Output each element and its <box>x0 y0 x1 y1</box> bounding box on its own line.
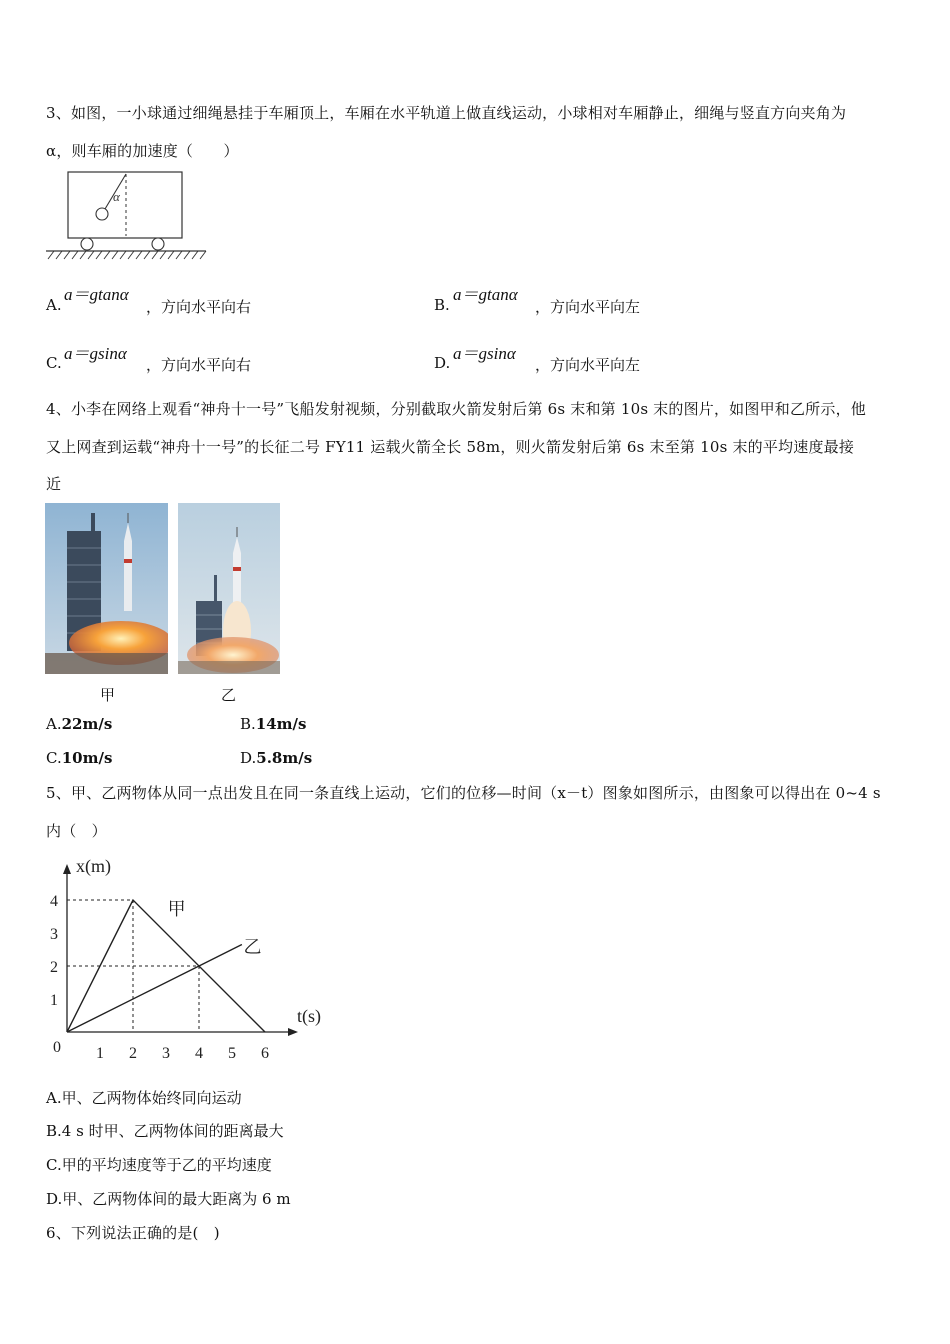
q4-option-a-text: 22m/s <box>61 715 113 733</box>
q3-option-c-letter: C. <box>46 354 62 372</box>
x-tick-label: 1 <box>96 1045 104 1062</box>
x-tick-label: 6 <box>261 1045 269 1062</box>
q4-option-d-letter: D. <box>240 749 257 767</box>
y-axis-label: x(m) <box>76 856 111 876</box>
q4-option-c-letter: C. <box>46 749 62 767</box>
q3-option-d-letter: D. <box>434 354 451 372</box>
series-label-jia: 甲 <box>167 898 186 920</box>
q3-option-b-text: ，方向水平向左 <box>535 298 641 316</box>
ball <box>96 208 108 220</box>
q5-stem-line2: 内（ ） <box>46 822 107 840</box>
carriage-box <box>68 172 182 238</box>
photo-caption-yi: 乙 <box>221 686 237 704</box>
q4-stem-line1: 4、小李在网络上观看“神舟十一号”飞船发射视频，分别截取火箭发射后第 6s 末和第 10s 末的图片，如图甲和乙所示，他 <box>46 400 866 418</box>
y-tick-label: 2 <box>50 959 58 976</box>
x-tick-label: 4 <box>195 1045 203 1062</box>
y-tick-label: 1 <box>50 992 58 1009</box>
q5-option-d-letter: D. <box>46 1190 63 1208</box>
q4-option-d-text: 5.8m/s <box>256 749 313 767</box>
q4-stem-line3: 近 <box>46 475 62 493</box>
carriage-figure <box>44 168 214 264</box>
x-tick-label: 2 <box>129 1045 137 1062</box>
x-tick-label: 3 <box>162 1045 170 1062</box>
q3-option-c-text: ，方向水平向右 <box>146 356 252 374</box>
photo-caption-jia: 甲 <box>100 686 116 704</box>
rocket-photo-jia <box>45 503 168 674</box>
y-tick-label: 3 <box>50 926 58 943</box>
alpha-label: α <box>113 189 120 204</box>
q5-option-d-text: 甲、乙两物体间的最大距离为 6 m <box>62 1190 291 1208</box>
wheel-right <box>152 238 164 250</box>
q3-option-b-formula: a＝gtanα <box>453 285 518 304</box>
q4-option-b-text: 14m/s <box>255 715 307 733</box>
q4-option-c <box>46 749 112 767</box>
x-axis-arrow <box>288 1028 298 1036</box>
wheel-left <box>81 238 93 250</box>
q4-option-a-letter: A. <box>46 715 62 733</box>
q3-option-d-text: ，方向水平向左 <box>535 356 641 374</box>
y-axis-arrow <box>63 864 71 874</box>
q4-stem-line2: 又上网查到运载“神舟十一号”的长征二号 FY11 运载火箭全长 58m，则火箭发射后第 6s 末至第 10s 末的平均速度最接 <box>46 438 855 456</box>
q3-option-a-letter: A. <box>46 296 62 314</box>
series-label-yi: 乙 <box>243 936 262 958</box>
q4-option-b <box>240 715 306 733</box>
q6-stem-line1: 6、下列说法正确的是( ) <box>46 1224 220 1242</box>
q5-option-b <box>46 1120 284 1141</box>
q4-option-d <box>240 749 312 767</box>
x-tick-label: 0 <box>53 1039 61 1056</box>
q5-option-c <box>46 1154 272 1175</box>
q3-option-a-text: ，方向水平向右 <box>146 298 252 316</box>
q3-option-d-formula: a＝gsinα <box>453 344 516 363</box>
q5-option-b-letter: B. <box>46 1122 62 1140</box>
xt-graph <box>40 850 340 1070</box>
q5-option-c-text: 甲的平均速度等于乙的平均速度 <box>61 1156 272 1174</box>
q5-option-a-letter: A. <box>46 1089 62 1107</box>
q4-option-a <box>46 715 112 733</box>
ground-hatching <box>48 251 206 259</box>
y-tick-label: 4 <box>50 893 58 910</box>
q3-stem-line2: α，则车厢的加速度（ ） <box>46 142 239 160</box>
x-tick-label: 5 <box>228 1045 236 1062</box>
q3-option-b-letter: B. <box>434 296 450 314</box>
q3-option-a-formula: a＝gtanα <box>64 285 129 304</box>
q3-stem-line1: 3、如图，一小球通过细绳悬挂于车厢顶上，车厢在水平轨道上做直线运动，小球相对车厢静止，细绳与竖直方向夹角为 <box>46 104 847 122</box>
rocket-photo-yi <box>178 503 280 674</box>
q5-option-a-text: 甲、乙两物体始终同向运动 <box>61 1089 242 1107</box>
q4-option-c-text: 10m/s <box>61 749 113 767</box>
x-axis-label: t(s) <box>297 1006 321 1026</box>
rocket-photo-jia-drawing <box>45 503 168 674</box>
q5-option-c-letter: C. <box>46 1156 62 1174</box>
q5-stem-line1: 5、甲、乙两物体从同一点出发且在同一条直线上运动，它们的位移—时间（x－t）图象如图所示，由图象可以得出在 0~4 s <box>46 784 881 802</box>
rocket-photo-yi-drawing <box>178 503 280 674</box>
q5-option-b-text: 4 s 时甲、乙两物体间的距离最大 <box>61 1122 284 1140</box>
series-line-yi <box>67 945 242 1032</box>
q4-option-b-letter: B. <box>240 715 256 733</box>
q5-option-d <box>46 1188 291 1209</box>
q5-option-a <box>46 1087 242 1108</box>
q3-option-c-formula: a＝gsinα <box>64 344 127 363</box>
